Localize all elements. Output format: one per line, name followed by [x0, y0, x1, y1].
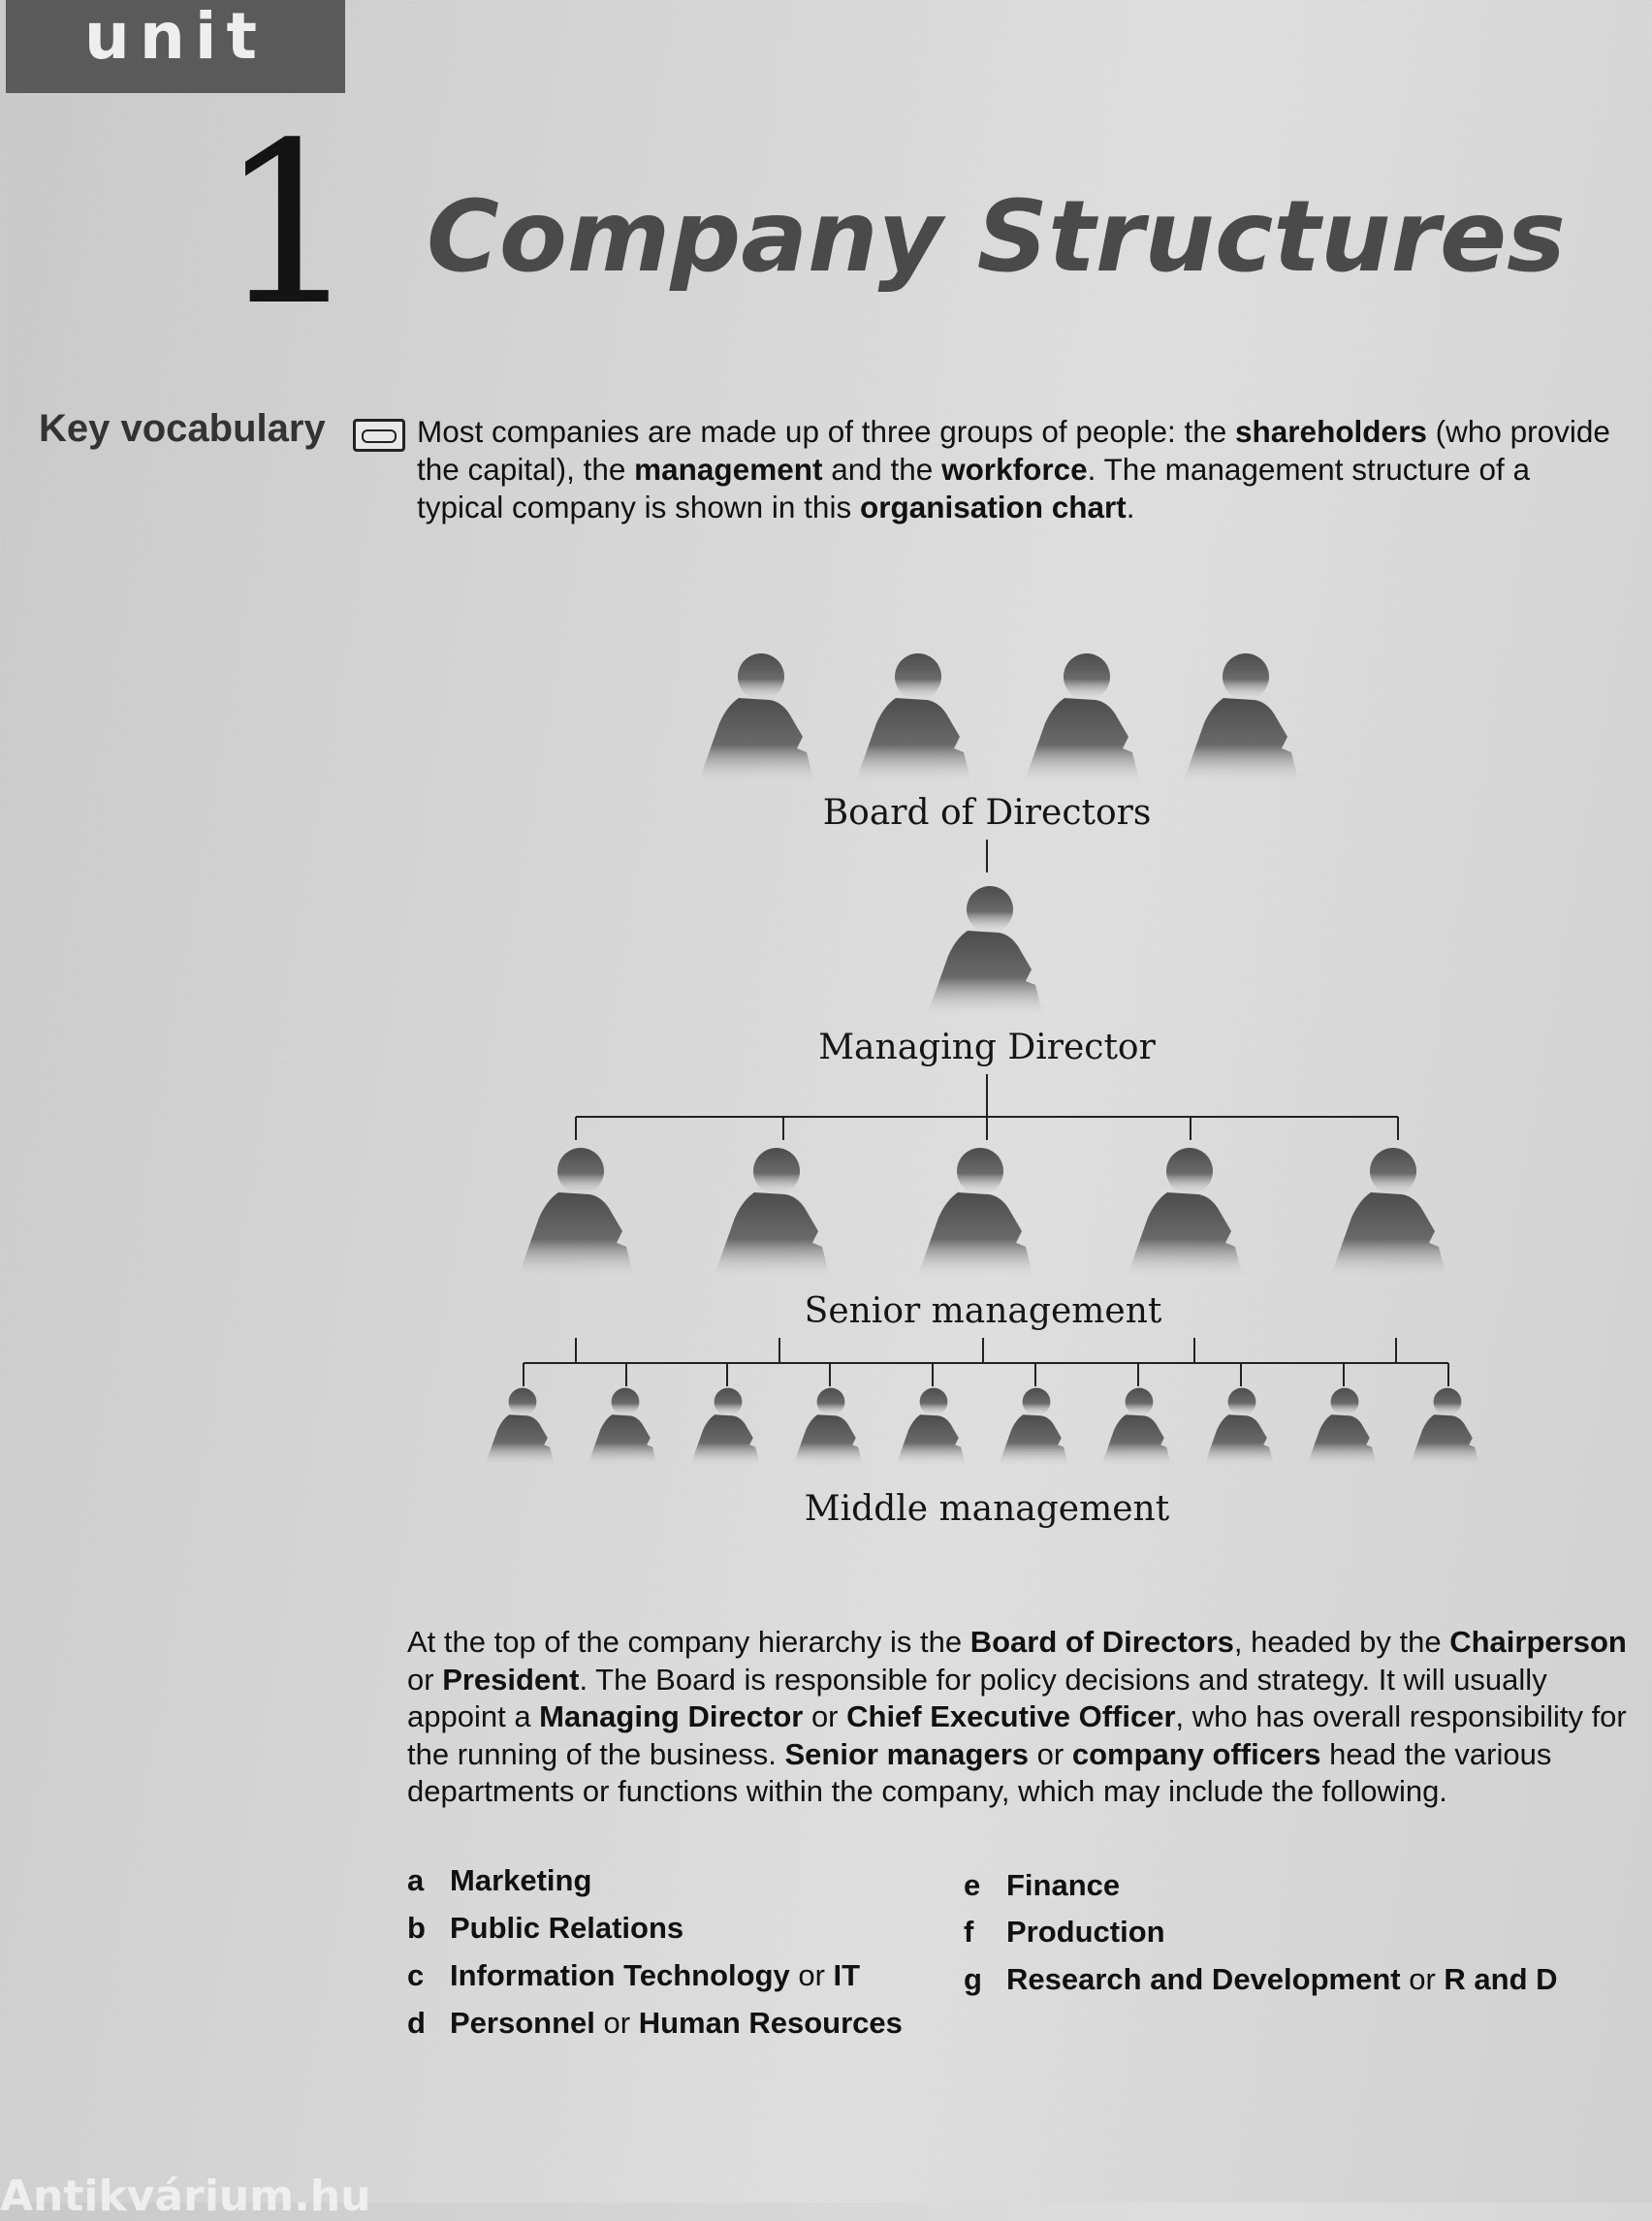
text-run: , who has overall responsibility for the running of the business.	[407, 1699, 1627, 1771]
unit-number: 1	[218, 96, 361, 355]
person-silhouette	[1127, 1148, 1243, 1278]
text-run: or	[803, 1699, 847, 1733]
department-item	[407, 1911, 683, 1946]
vocabulary-term: organisation chart	[859, 490, 1127, 524]
text-run: and the	[822, 452, 942, 487]
person-silhouette	[714, 1148, 830, 1278]
body-paragraph	[407, 1624, 1629, 1811]
person-silhouette	[485, 1388, 555, 1466]
person-silhouette	[855, 653, 971, 783]
vocabulary-term: IT	[833, 1958, 861, 1992]
person-silhouette	[1183, 653, 1299, 783]
department-item	[407, 1958, 860, 1993]
department-letter: d	[407, 2006, 426, 2040]
vocabulary-term: Finance	[1006, 1868, 1121, 1902]
vocabulary-term: Senior managers	[784, 1736, 1030, 1771]
department-item	[964, 1868, 1120, 1903]
person-silhouette	[793, 1388, 863, 1466]
vocabulary-term: Production	[1006, 1915, 1165, 1949]
vocabulary-term: Board of Directors	[969, 1625, 1234, 1659]
department-item	[964, 1915, 1165, 1950]
department-letter: c	[407, 1958, 425, 1992]
person-silhouette	[999, 1388, 1068, 1466]
vocabulary-term: Chief Executive Officer	[846, 1699, 1176, 1733]
vocabulary-term: Human Resources	[638, 2006, 903, 2040]
unit-label: unit	[83, 0, 268, 74]
department-letter: f	[964, 1915, 974, 1949]
department-item	[407, 1863, 591, 1898]
department-item	[964, 1962, 1558, 1997]
department-letter: a	[407, 1863, 425, 1897]
person-silhouette	[1204, 1388, 1274, 1466]
person-silhouette	[690, 1388, 760, 1466]
person-silhouette	[1101, 1388, 1171, 1466]
person-silhouette	[917, 1148, 1033, 1278]
person-silhouette	[927, 886, 1043, 1016]
text-run: Most companies are made up of three groups of people: the	[417, 414, 1236, 449]
text-run: . The Board is responsible for policy decisions and strategy. It will usually appoint a	[407, 1662, 1547, 1733]
vocabulary-term: Research and Development	[1006, 1962, 1401, 1996]
vocabulary-term: Managing Director	[539, 1699, 804, 1733]
person-silhouette	[698, 653, 814, 783]
department-item	[407, 2006, 903, 2041]
person-silhouette	[588, 1388, 657, 1466]
person-silhouette	[1024, 653, 1140, 783]
vocabulary-term: President	[442, 1662, 580, 1697]
text-run: head the various departments or functions within the company, which may include the following.	[407, 1736, 1552, 1808]
text-run: , headed by the	[1233, 1625, 1450, 1659]
department-letter: e	[964, 1868, 981, 1902]
text-run: .	[1126, 490, 1135, 524]
person-silhouette	[518, 1148, 634, 1278]
vocabulary-term: management	[634, 452, 823, 487]
level-label-board: Board of Directors	[822, 793, 1152, 833]
vocabulary-term: Information Technology	[450, 1958, 790, 1992]
text-run: At the top of the company hierarchy is the	[407, 1625, 970, 1659]
vocabulary-term: shareholders	[1235, 414, 1427, 449]
department-letter: b	[407, 1911, 426, 1945]
level-label-managing-director: Managing Director	[818, 1028, 1156, 1067]
text-run: or	[594, 2006, 639, 2040]
level-label-senior-management: Senior management	[804, 1291, 1162, 1331]
person-silhouette	[896, 1388, 966, 1466]
vocabulary-term: Personnel	[450, 2006, 595, 2040]
text-run: or	[1400, 1962, 1445, 1996]
vocabulary-term: Public Relations	[450, 1911, 684, 1945]
vocabulary-term: Chairperson	[1449, 1625, 1627, 1659]
vocabulary-term: Marketing	[450, 1863, 592, 1897]
watermark: Antikvárium.hu	[0, 2172, 371, 2221]
vocabulary-term: workforce	[941, 452, 1088, 487]
person-silhouette	[1330, 1148, 1446, 1278]
vocabulary-term: company officers	[1071, 1736, 1321, 1771]
person-silhouette	[1410, 1388, 1479, 1466]
key-vocabulary-label: Key vocabulary	[39, 407, 326, 450]
unit-title: Company Structures	[427, 179, 1566, 295]
level-label-middle-management: Middle management	[804, 1489, 1170, 1529]
text-run: (who provide the capital), the	[417, 414, 1610, 487]
vocabulary-term: R and D	[1444, 1962, 1558, 1996]
text-run: or	[789, 1958, 834, 1992]
person-silhouette	[1307, 1388, 1377, 1466]
text-run: or	[407, 1662, 443, 1697]
department-letter: g	[964, 1962, 982, 1996]
text-run: or	[1029, 1736, 1072, 1771]
text-run: . The management structure of a typical company is shown in this	[417, 452, 1531, 524]
